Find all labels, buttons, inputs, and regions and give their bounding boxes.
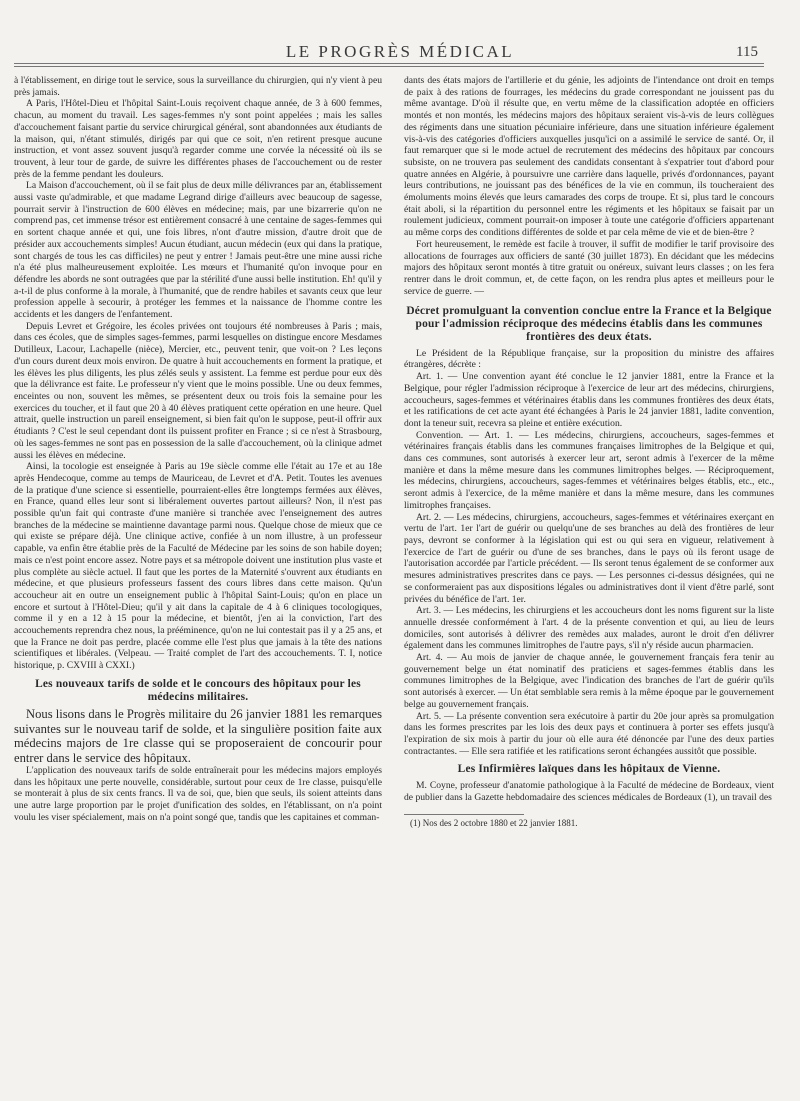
paragraph: La Maison d'accouchement, où il se fait plus de deux mille délivrances par an, établissement aussi vaste qu'admirable, et que madame Legrand dirige d'ailleurs avec beaucoup de sagesse, pourrait servir à l'instruction de 600 élèves en médecine; mais, par une bizarrerie qu'on ne comprend pas, cet immense trésor est entièrement consacré à une centaine de sages-femmes qui en sortent chaque année et qui, une fois libres, n'ont d'autre mission, d'autre droit que de présider aux accouchements simples! Aucun étudiant, aucun médecin (eux qui dans la pratique, sont chargés de tous les cas difficiles) ne peut y entrer ! Jamais peut-être une mine aussi riche n'a été plus malheureusement exploitée. Les mœurs et l'humanité qu'on invoque pour en défendre les abords ne sont outragées que par la stérilité d'une aussi belle institution. Eh! qu'il y a-t-il de plus conforme à la morale, à l'humanité, que de rendre habiles et savants ceux que leur profession appelle à secourir, à protéger les femmes et la naissance de l'homme contre les accidents et les dangers de l'enfantement. [14,180,382,321]
section-heading-military: Les nouveaux tarifs de solde et le concours des hôpitaux pour les médecins militaires. [35,677,361,703]
paragraph: Art. 4. — Au mois de janvier de chaque année, le gouvernement français fera tenir au gouvernement belge un état nominatif des praticiens et sages-femmes établis dans les communes limitrophes de la Belgique, avec l'indication des branches de l'art de guérir qu'ils sont autorisés à exercer. — Un état semblable sera remis à la même époque par le gouvernement belge au gouvernement français. [404,652,774,710]
page-header [0,0,800,66]
paragraph: A Paris, l'Hôtel-Dieu et l'hôpital Saint-Louis reçoivent chaque année, de 3 à 600 femmes, chacun, au moment du travail. Les sages-femmes n'y sont point appelées ; mais les salles d'accouchement faisant partie du service chirurgical général, sont abandonnées aux étudiants de la maison, qui, n'étant stimulés, dirigés par qui que ce soit, n'en retirent presque aucune instruction, et vont assez souvent jusqu'à regarder comme une corvée la nécessité où ils se trouvent, à leur tour de garde, de suivre les différentes phases de l'accouchement ou de rester près de la femme pendant les douleurs. [14,98,382,180]
footnote: (1) Nos des 2 octobre 1880 et 22 janvier 1881. [410,817,578,828]
header-rule [14,63,764,64]
section-heading-decree: Décret promulguant la convention conclue entre la France et la Belgique pour l'admission réciproque des médecins établis dans les communes frontières des deux états. [406,305,772,343]
left-column [14,75,382,1075]
page-number: 115 [736,44,758,60]
paragraph: L'application des nouveaux tarifs de solde entraînerait pour les médecins majors employés dans les hôpitaux une perte nouvelle, considérable, surtout pour ceux de 1re classe, puisqu'elle se monterait à plus de six cents francs. Il va de soi, que, bien que seuls, ils soient atteints dans une autre large proportion par le projet d'unification des soldes, en l'établissant, on n'a point voulu les viser spécialement, mais on n'a point songé que, tandis que les capitaines et comman- [14,765,382,823]
paragraph: Depuis Levret et Grégoire, les écoles privées ont toujours été nombreuses à Paris ; mais, dans ces écoles, que de simples sages-femmes, parmi lesquelles on distingue encore Mesdames Dutilleux, Lacour, Lachapelle (nièce), Mercier, etc., peuvent tenir, que voit-on ? Les leçons d'un cours durent deux mois environ. De quatre à huit accouchements en forment la pratique, et les élèves les plus diligents, les plus zélés seuls y assistent. La femme est perdue pour eux dès que la délivrance est faite. Le professeur n'y vient que le moins possible. Une ou deux femmes, enceintes ou non, souvent les mêmes, se présentent deux ou trois fois la semaine pour les exercices du toucher, et il faut que 20 à 40 élèves pratiquent cette opération en une heure. Quel attrait, quelle instruction un pareil enseignement, si bien fait qu'on le suppose, peut-il offrir aux étudiants ? C'est le seul cependant dont ils puissent profiter en France ; si ce n'est à Strasbourg, où les sages-femmes ne sont pas en possession de la salle d'accouchement, où la clinique admet aussi les élèves en médecine. [14,320,382,461]
paragraph: Ainsi, la tocologie est enseignée à Paris au 19e siècle comme elle l'était au 17e et au 18e après Hendecoque, comme au temps de Mauriceau, de Levret et d'A. Petit. Toutes les avenues de la pratique d'une science si essentielle, pourraient-elles être longtemps fermées aux élèves, en France, quand elles leur sont si libéralement ouvertes partout ailleurs? Non, il n'est pas possible qu'un fait qui contraste d'une manière si tranchée avec l'enseignement des autres branches de la médecine se maintienne davantage parmi nous. Quelque chose de mieux que ce qui existe se prépare déjà. Une clinique active, confiée à un nom illustre, à un professeur capable, va enfin être établie près de la Faculté de Médecine par les soins de son habile doyen; mais ce n'est point encore assez. Notre pays et sa métropole doivent une institution plus vaste et plus complète au siècle actuel. Il faut que les portes de la Maternité s'ouvrent aux étudiants en médecine, et que plusieurs professeurs fassent des cours libres dans cette maison. Qu'un accoucheur ait en outre un enseignement public à l'hôpital Saint-Louis; qu'on en place un encore et surtout à l'Hôtel-Dieu; qu'il y ait dans la capitale de 4 à 6 cliniques tocologiques, comme il y en a 12 à 15 pour la médecine, et bientôt, j'en ai la conviction, l'art des accouchements reprendra chez nous, la prééminence, qu'on ne lui contestait pas il y a 25 ans, et que la France ne doit pas perdre, placée comme elle l'est plus que jamais à la tête des nations scientifiques et libérales. (Velpeau. — Traité complet de l'art des accouchements. T. I, notice historique, p. CXVIII à CXXI.) [14,461,382,672]
paragraph: Art. 5. — La présente convention sera exécutoire à partir du 20e jour après sa promulgation dans les formes prescrites par les lois des deux pays et continuera à porter ses effets jusqu'à l'expiration de six mois à partir du jour où elle aura été dénoncée par l'une des deux parties contractantes. — Elle sera ratifiée et les ratifications seront échangées aussitôt que possible. [404,710,774,757]
footnote-rule [404,814,524,815]
section-heading-nurses: Les Infirmières laïques dans les hôpitaux de Vienne. [457,763,721,776]
paragraph: Convention. — Art. 1. — Les médecins, chirurgiens, accoucheurs, sages-femmes et vétérinaires français établis dans les communes françaises limitrophes de la Belgique et qui, dans ces communes, sont autorisés à exercer leur art, seront admis à l'exercer de la même manière et dans la même mesure dans les communes limitrophes belges. — Réciproquement, les médecins, chirurgiens, accoucheurs, sages-femmes et vétérinaires belges établis, etc., etc., seront admis à l'exercice, de la même manière et dans la même mesure, dans les communes limitrophes françaises. [404,429,774,511]
paragraph: Art. 2. — Les médecins, chirurgiens, accoucheurs, sages-femmes et vétérinaires exerçant en vertu de l'art. 1er l'art de guérir ou quelqu'une de ses branches au delà des frontières de leur pays, devront se conformer à la législation qui est ou qui sera en vigueur, relativement à l'exercice de l'art de guérir ou d'une de ses branches, dans le pays où ils feront usage de l'autorisation accordée par l'article précédent. — Ils seront tenus également de se conformer aux mesures administratives prescrites dans ce pays. — Les personnes ci-dessus désignées, qui ne se conformeraient pas aux dispositions légales ou administratives dont il vient d'être parlé, sont privées du bénéfice de l'art. 1er. [404,511,774,605]
paragraph: Art. 3. — Les médecins, les chirurgiens et les accoucheurs dont les noms figurent sur la liste annuelle dressée conformément à l'art. 4 de la présente convention et qui, au lieu de leurs domiciles, sont autorisés à délivrer des remèdes aux malades, auront le droit d'en délivrer également dans les communes limitrophes de l'autre pays, s'il n'y réside aucun pharmacien. [404,605,774,652]
right-column [404,75,774,1075]
paragraph: M. Coyne, professeur d'anatomie pathologique à la Faculté de médecine de Bordeaux, vient de publier dans la Gazette hebdomadaire des sciences médicales de Bordeaux (1), un travail des [404,780,774,803]
paragraph: Fort heureusement, le remède est facile à trouver, il suffit de modifier le tarif provisoire des allocations de fourrages aux officiers de santé (30 juillet 1873). En décidant que les médecins majors des hôpitaux seront montés à titre gratuit ou onéreux, suivant leurs classes ; on les fera rentrer dans le droit commun, et, de cette façon, on les rendra plus aptes et meilleurs pour le service de guerre. — [404,238,774,297]
paragraph: Art. 1. — Une convention ayant été conclue le 12 janvier 1881, entre la France et la Belgique, pour régler l'admission réciproque à l'exercice de leur art des médecins, chirurgiens, accoucheurs, sages-femmes et vétérinaires établis dans les communes frontières des deux états, et les ratifications de cet acte ayant été échangées à Paris le 24 janvier 1881, ladite convention, dont la teneur suit, recevra sa pleine et entière exécution. [404,371,774,429]
paragraph: à l'établissement, en dirige tout le service, sous la surveillance du chirurgien, qui n'y vient à peu près jamais. [14,75,382,98]
journal-title: LE PROGRÈS MÉDICAL [285,42,515,61]
section-lead: Nous lisons dans le Progrès militaire du 26 janvier 1881 les remarques suivantes sur le nouveau tarif de solde, et la singulière position faite aux médecins majors de 1re classe qui se proposeraient de concourir pour entrer dans le service des hôpitaux. [14,707,382,765]
paragraph: Le Président de la République française, sur la proposition du ministre des affaires étrangères, décrète : [404,347,774,371]
paragraph: dants des états majors de l'artillerie et du génie, les adjoints de l'intendance ont droit en temps de paix à des rations de fourrages, les médecins du grade correspondant ne jouissent pas du même avantage. D'où il résulte que, en vertu même de la classification adoptée en officiers montés et non montés, les médecins majors des hôpitaux seraient vis-à-vis de leurs collègues des régiments dans une situation pécuniaire inférieure, dans une situation inférieure également vis-à-vis des catégories d'officiers auxquelles jusqu'ici on a assimilé le service de santé. Or, il faut remarquer que si le mode actuel de recrutement des médecins des hôpitaux par concours subsiste, on ne trouvera pas seulement des candidats consentant à s'expatrier tout d'abord pour quatre années en Algérie, à poursuivre une carrière dans laquelle, privés d'ordonnances, payant leurs contributions, ne jouissant pas des bénéfices de la vie en commun, ils toucheraient des émoluments moins élevés que leurs camarades des corps de troupe. Et si, plus tard le concours était aboli, si la répartition du personnel entre les régiments et les hôpitaux se faisait par un roulement judicieux, comment pourrait-on imposer à toute une catégorie d'officiers appartenant au même corps des conditions différentes de solde et par cela même de vie et de bien-être ? [404,75,774,239]
header-rule-double [14,66,764,67]
